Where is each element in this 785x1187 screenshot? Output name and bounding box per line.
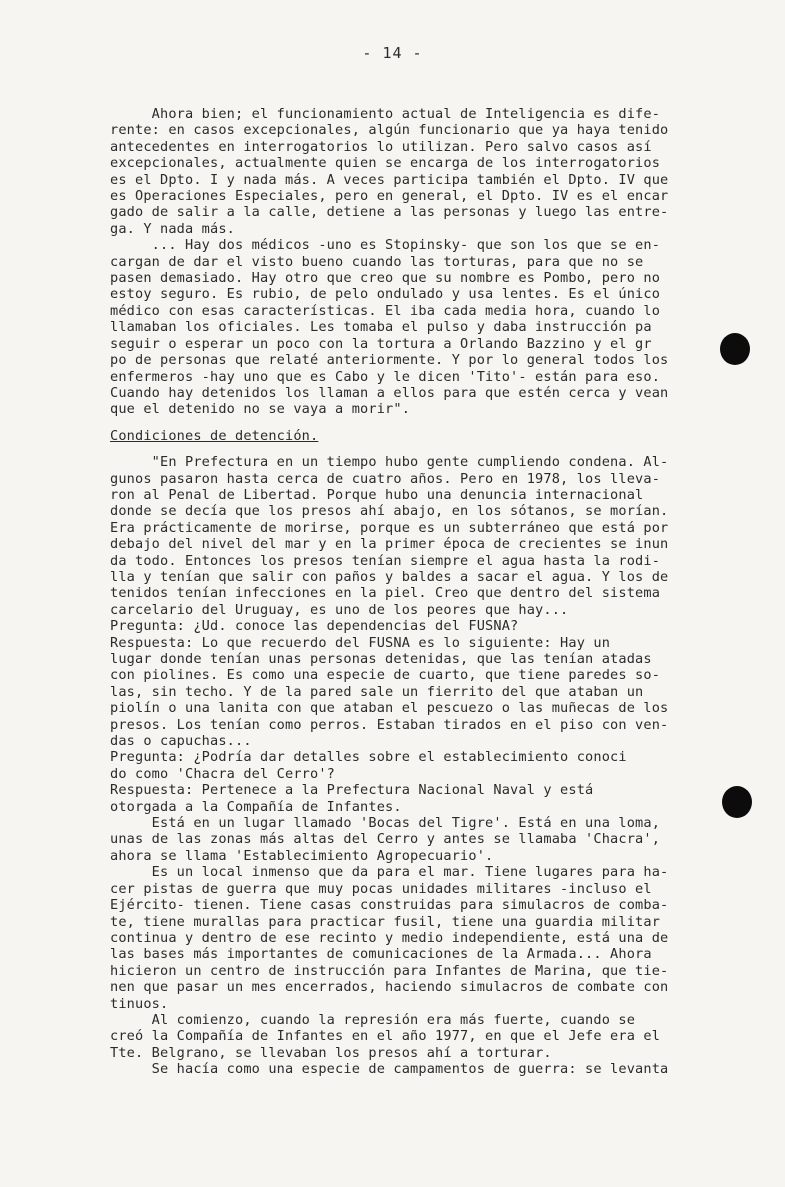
text-line: po de personas que relaté anteriormente. Y por lo general todos los bbox=[110, 352, 669, 369]
text-line: hicieron un centro de instrucción para Infantes de Marina, que tie- bbox=[110, 962, 669, 979]
text-line: da todo. Entonces los presos tenían siempre el agua hasta la rodi- bbox=[110, 552, 661, 569]
text-line: ahora se llama 'Establecimiento Agropecuario'. bbox=[110, 847, 494, 864]
page-number: - 14 - bbox=[362, 44, 423, 62]
text-line: Se hacía como una especie de campamentos de guerra: se levanta bbox=[110, 1061, 669, 1078]
text-line: nen que pasar un mes encerrados, haciendo simulacros de combate con bbox=[110, 979, 669, 996]
text-line: donde se decía que los presos ahí abajo, en los sótanos, se morían. bbox=[110, 503, 669, 520]
text-line: "En Prefectura en un tiempo hubo gente cumpliendo condena. Al- bbox=[110, 454, 669, 471]
text-line: unas de las zonas más altas del Cerro y antes se llamaba 'Chacra', bbox=[110, 831, 661, 848]
text-line: otorgada a la Compañía de Infantes. bbox=[110, 798, 402, 815]
text-line: carcelario del Uruguay, es uno de los peores que hay... bbox=[110, 601, 569, 618]
paragraph-intelligence bbox=[110, 106, 750, 418]
text-line: Respuesta: Pertenece a la Prefectura Nacional Naval y está bbox=[110, 782, 594, 799]
text-line: piolín o una lanita con que ataban el pescuezo o las muñecas de los bbox=[110, 700, 669, 717]
text-line: gado de salir a la calle, detiene a las personas y luego las entre- bbox=[110, 204, 669, 221]
typed-text-body bbox=[110, 106, 750, 1078]
text-line: presos. Los tenían como perros. Estaban tirados en el piso con ven- bbox=[110, 716, 669, 733]
text-line: Ahora bien; el funcionamiento actual de Inteligencia es dife- bbox=[110, 106, 661, 122]
text-line: Pregunta: ¿Podría dar detalles sobre el establecimiento conoci bbox=[110, 749, 627, 766]
text-line: Es un local inmenso que da para el mar. Tiene lugares para ha- bbox=[110, 864, 669, 881]
text-line: creó la Compañía de Infantes en el año 1977, en que el Jefe era el bbox=[110, 1028, 661, 1045]
text-line: ga. Y nada más. bbox=[110, 220, 236, 237]
text-line: enfermeros -hay uno que es Cabo y le dicen 'Tito'- están para eso. bbox=[110, 368, 661, 385]
text-line: das o capuchas... bbox=[110, 733, 252, 750]
text-line: cargan de dar el visto bueno cuando las torturas, para que no se bbox=[110, 253, 644, 270]
text-line: debajo del nivel del mar y en la primer época de crecientes se inun bbox=[110, 536, 669, 553]
text-line: ... Hay dos médicos -uno es Stopinsky- que son los que se en- bbox=[110, 237, 661, 254]
text-line: tenidos tenían infecciones en la piel. Creo que dentro del sistema bbox=[110, 585, 661, 602]
text-line: con piolines. Es como una especie de cuarto, que tiene paredes so- bbox=[110, 667, 661, 684]
text-line: las, sin techo. Y de la pared sale un fierrito del que ataban un bbox=[110, 683, 644, 700]
text-line: gunos pasaron hasta cerca de cuatro años. Pero en 1978, los lleva- bbox=[110, 470, 661, 487]
text-line: rente: en casos excepcionales, algún funcionario que ya haya tenido bbox=[110, 122, 669, 139]
text-line: lla y tenían que salir con paños y baldes a sacar el agua. Y los de bbox=[110, 568, 669, 585]
text-line: ron al Penal de Libertad. Porque hubo una denuncia internacional bbox=[110, 486, 644, 503]
text-line: las bases más importantes de comunicaciones de la Armada... Ahora bbox=[110, 946, 652, 963]
text-line: es Operaciones Especiales, pero en general, el Dpto. IV es el encar bbox=[110, 188, 669, 205]
text-line: continua y dentro de ese recinto y medio independiente, está una de bbox=[110, 929, 669, 946]
text-line: pasen demasiado. Hay otro que creo que su nombre es Pombo, pero no bbox=[110, 270, 661, 287]
text-line: do como 'Chacra del Cerro'? bbox=[110, 765, 336, 782]
text-line: lugar donde tenían unas personas detenidas, que las tenían atadas bbox=[110, 651, 652, 667]
punch-hole-top bbox=[720, 333, 750, 365]
text-line: antecedentes en interrogatorios lo utilizan. Pero salvo casos así bbox=[110, 138, 652, 155]
text-line: Al comienzo, cuando la represión era más fuerte, cuando se bbox=[110, 1011, 636, 1028]
text-line: Pregunta: ¿Ud. conoce las dependencias del FUSNA? bbox=[110, 618, 519, 635]
text-line: excepcionales, actualmente quien se encarga de los interrogatorios bbox=[110, 155, 661, 172]
punch-hole-bottom bbox=[722, 786, 752, 818]
text-line: llamaban los oficiales. Les tomaba el pulso y daba instrucción pa bbox=[110, 319, 652, 336]
text-line: te, tiene murallas para practicar fusil, tiene una guardia militar bbox=[110, 913, 661, 930]
text-line: Ejército- tienen. Tiene casas construidas para simulacros de comba- bbox=[110, 897, 669, 914]
text-line: médico con esas características. El iba cada media hora, cuando lo bbox=[110, 302, 661, 319]
text-line: Cuando hay detenidos los llaman a ellos para que estén cerca y vean bbox=[110, 384, 669, 401]
text-line: Era prácticamente de morirse, porque es un subterráneo que está por bbox=[110, 519, 669, 536]
text-line: Está en un lugar llamado 'Bocas del Tigre'. Está en una loma, bbox=[110, 815, 661, 832]
text-line: estoy seguro. Es rubio, de pelo ondulado y usa lentes. Es el único bbox=[110, 286, 661, 303]
text-line: Tte. Belgrano, se llevaban los presos ahí a torturar. bbox=[110, 1044, 552, 1061]
text-line: que el detenido no se vaya a morir". bbox=[110, 401, 411, 418]
text-line: es el Dpto. I y nada más. A veces participa también el Dpto. IV que bbox=[110, 171, 669, 188]
section-heading: Condiciones de detención. bbox=[110, 427, 319, 444]
text-line: seguir o esperar un poco con la tortura a Orlando Bazzino y el gr bbox=[110, 335, 652, 352]
text-line: tinuos. bbox=[110, 995, 169, 1012]
text-line: Respuesta: Lo que recuerdo del FUSNA es lo siguiente: Hay un bbox=[110, 634, 611, 651]
text-line: cer pistas de guerra que muy pocas unidades militares -incluso el bbox=[110, 880, 652, 897]
paragraph-detention-conditions bbox=[110, 454, 750, 1077]
